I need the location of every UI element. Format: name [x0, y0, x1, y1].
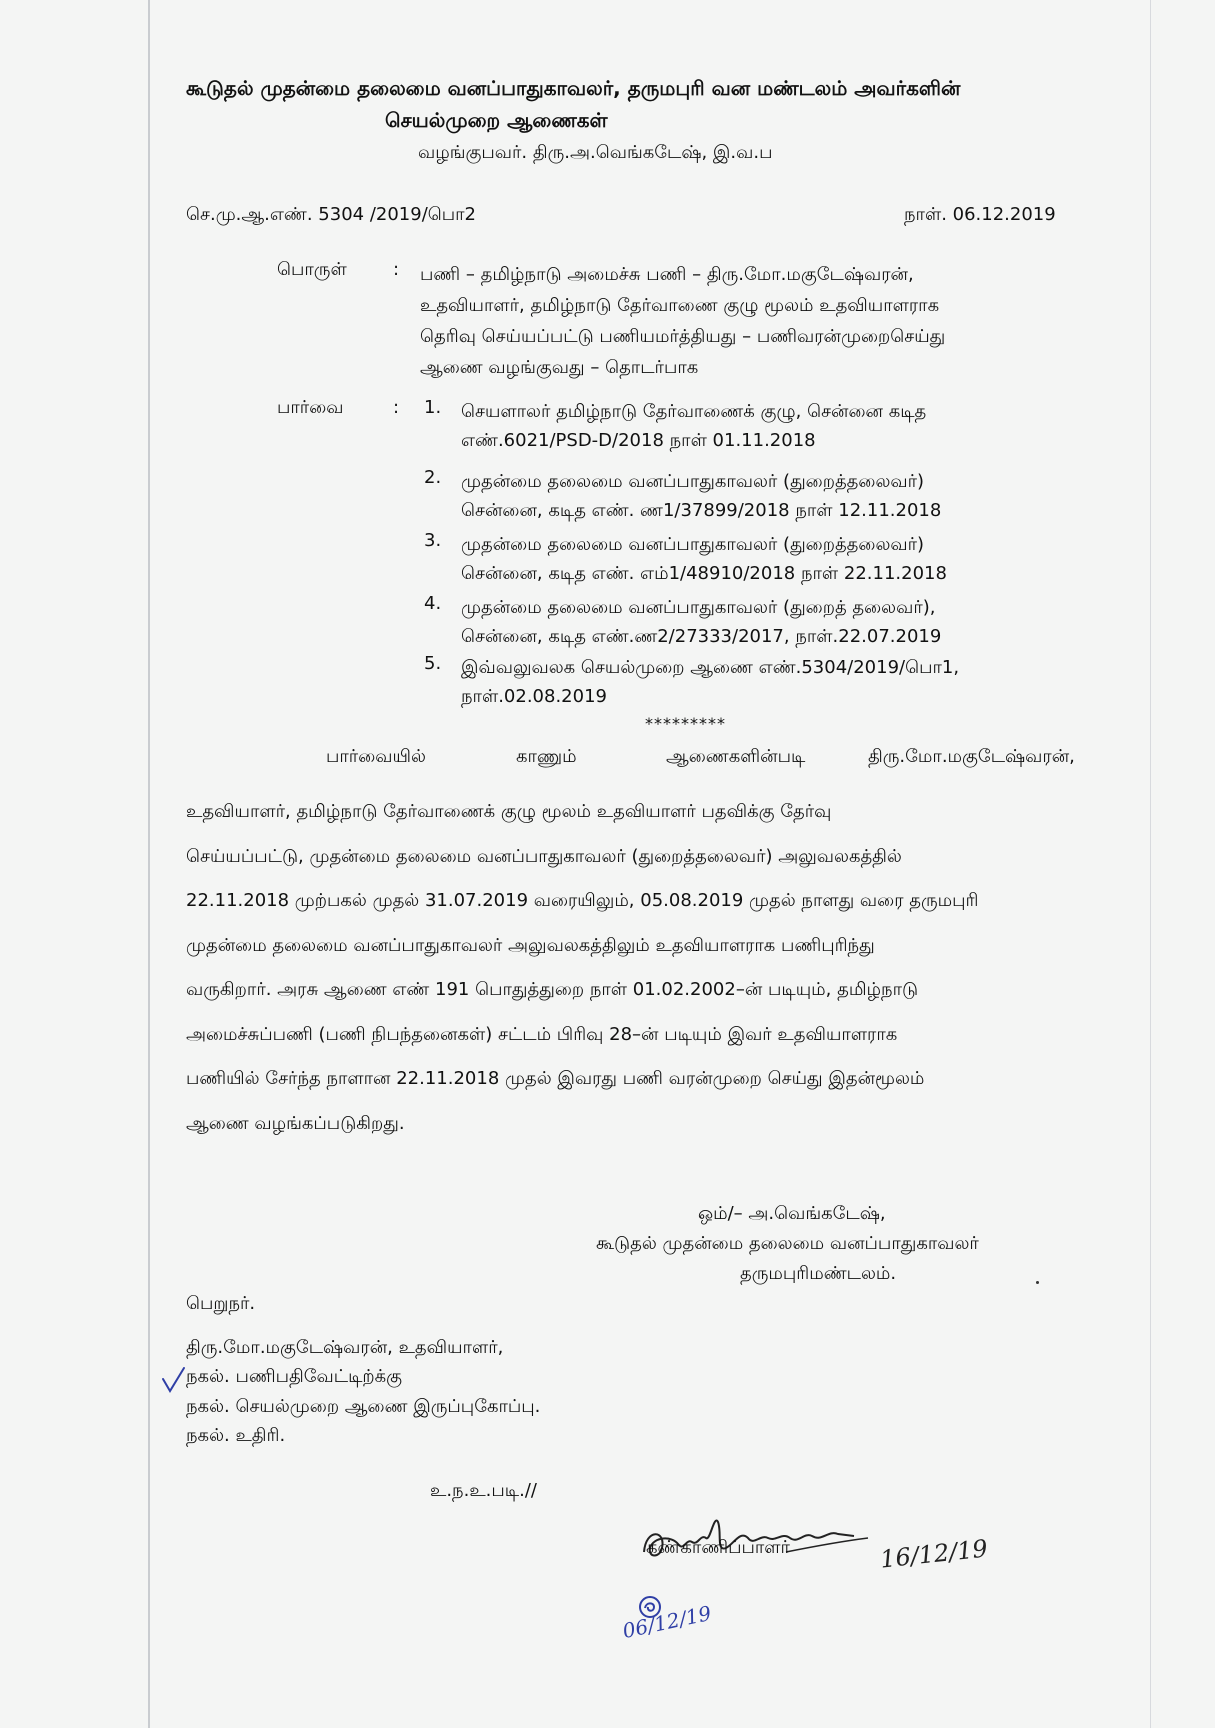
reference-item	[461, 530, 1043, 588]
reference-line: முதன்மை தலைமை வனப்பாதுகாவலர் (துறைத்தலைவர்)	[461, 534, 925, 555]
order-number: செ.மு.ஆ.எண். 5304 /2019/பொ2	[186, 204, 477, 225]
order-date: நாள். 06.12.2019	[904, 204, 1056, 225]
body-word: பார்வையில்	[326, 746, 426, 767]
handwritten-date: 16/12/19	[878, 1534, 989, 1574]
body-word: திரு.மோ.மகுடேஷ்வரன்,	[868, 746, 1075, 767]
body-word: ஆணைகளின்படி	[666, 746, 806, 767]
reference-line: சென்னை, கடித எண்.ண2/27333/2017, நாள்.22.07.2019	[461, 626, 942, 647]
reference-line: சென்னை, கடித எண். எம்1/48910/2018 நாள் 22.11.2018	[461, 563, 947, 584]
reference-line: முதன்மை தலைமை வனப்பாதுகாவலர் (துறைத்தலைவர்)	[461, 471, 925, 492]
subject-text	[420, 259, 945, 383]
reference-line: செயளாலர் தமிழ்நாடு தேர்வாணைக் குழு, சென்னை கடித	[461, 401, 927, 422]
body-line: 22.11.2018 முற்பகல் முதல் 31.07.2019 வரையிலும், 05.08.2019 முதல் நாளது வரை தருமபுரி	[186, 890, 979, 911]
body-word: காணும்	[516, 746, 577, 767]
reference-number: 4.	[424, 593, 442, 614]
recipient-line: நகல். செயல்முறை ஆணை இருப்புகோப்பு.	[186, 1396, 541, 1417]
page-fold-line	[1150, 0, 1151, 1728]
title-line-2: செயல்முறை ஆணைகள்	[385, 108, 608, 132]
subject-label: பொருள்	[277, 259, 347, 280]
references-label: பார்வை	[277, 397, 344, 418]
body-paragraph	[186, 790, 1111, 1146]
signature-office: தருமபுரிமண்டலம்.	[740, 1263, 897, 1284]
body-line: ஆணை வழங்கப்படுகிறது.	[186, 1112, 405, 1134]
body-line: அமைச்சுப்பணி (பணி நிபந்தனைகள்) சட்டம் பிரிவு 28–ன் படியும் இவர் உதவியாளராக	[186, 1023, 898, 1045]
recipient-line: நகல். பணிபதிவேட்டிற்க்கு	[186, 1366, 403, 1387]
copy-note: உ.ந.உ.படி.//	[430, 1480, 537, 1501]
scan-speck	[1036, 1281, 1039, 1284]
issuer: வழங்குபவர். திரு.அ.வெங்கடேஷ், இ.வ.ப	[418, 142, 773, 163]
separator-stars: *********	[645, 714, 726, 733]
stamp-date: 06/12/19	[620, 1600, 714, 1644]
body-line: வருகிறார். அரசு ஆணை எண் 191 பொதுத்துறை நாள் 01.02.2002–ன் படியும், தமிழ்நாடு	[186, 979, 919, 1000]
subject-line: ஆணை வழங்குவது – தொடர்பாக	[420, 357, 699, 378]
tick-mark-icon	[160, 1365, 188, 1397]
recipient-line: திரு.மோ.மகுடேஷ்வரன், உதவியாளர்,	[186, 1337, 504, 1358]
reference-line: நாள்.02.08.2019	[461, 686, 607, 707]
reference-number: 1.	[424, 397, 442, 418]
reference-line: எண்.6021/PSD-D/2018 நாள் 01.11.2018	[461, 430, 816, 451]
reference-number: 5.	[424, 653, 442, 674]
subject-line: உதவியாளர், தமிழ்நாடு தேர்வாணை குழு மூலம் உதவியாளராக	[420, 295, 940, 316]
subject-colon: :	[393, 259, 400, 280]
body-line: செய்யப்பட்டு, முதன்மை தலைமை வனப்பாதுகாவலர் (துறைத்தலைவர்) அலுவலகத்தில்	[186, 845, 902, 867]
attestation-role: கண்காணிப்பாளர்	[646, 1537, 790, 1558]
signature-name: ஒம்/– அ.வெங்கடேஷ்,	[698, 1203, 886, 1224]
subject-line: தெரிவு செய்யப்பட்டு பணியமர்த்தியது – பணிவரன்முறைசெய்து	[420, 326, 946, 347]
title-line-1: கூடுதல் முதன்மை தலைமை வனப்பாதுகாவலர், தருமபுரி வன மண்டலம் அவர்களின்	[186, 76, 961, 100]
body-line: முதன்மை தலைமை வனப்பாதுகாவலர் அலுவலகத்திலும் உதவியாளராக பணிபுரிந்து	[186, 934, 875, 956]
reference-line: முதன்மை தலைமை வனப்பாதுகாவலர் (துறைத் தலைவர்),	[461, 597, 936, 618]
reference-line: இவ்வலுவலக செயல்முறை ஆணை எண்.5304/2019/பொ1,	[461, 657, 960, 678]
reference-item	[461, 593, 1043, 651]
body-line: பணியில் சேர்ந்த நாளான 22.11.2018 முதல் இவரது பணி வரன்முறை செய்து இதன்மூலம்	[186, 1068, 925, 1089]
reference-item	[461, 397, 1043, 455]
body-first-line	[186, 742, 1111, 786]
recipient-line: நகல். உதிரி.	[186, 1425, 286, 1446]
reference-item	[461, 653, 1043, 711]
recipients-label: பெறுநர்.	[186, 1293, 256, 1314]
body-line: உதவியாளர், தமிழ்நாடு தேர்வாணைக் குழு மூலம் உதவியாளர் பதவிக்கு தேர்வு	[186, 801, 832, 822]
subject-line: பணி – தமிழ்நாடு அமைச்சு பணி – திரு.மோ.மகுடேஷ்வரன்,	[420, 264, 914, 285]
page-fold-line	[148, 0, 150, 1728]
reference-number: 2.	[424, 467, 442, 488]
reference-line: சென்னை, கடித எண். ண1/37899/2018 நாள் 12.11.2018	[461, 500, 942, 521]
reference-number: 3.	[424, 530, 442, 551]
signature-title: கூடுதல் முதன்மை தலைமை வனப்பாதுகாவலர்	[596, 1233, 979, 1254]
references-colon: :	[393, 397, 400, 418]
reference-item	[461, 467, 1043, 525]
